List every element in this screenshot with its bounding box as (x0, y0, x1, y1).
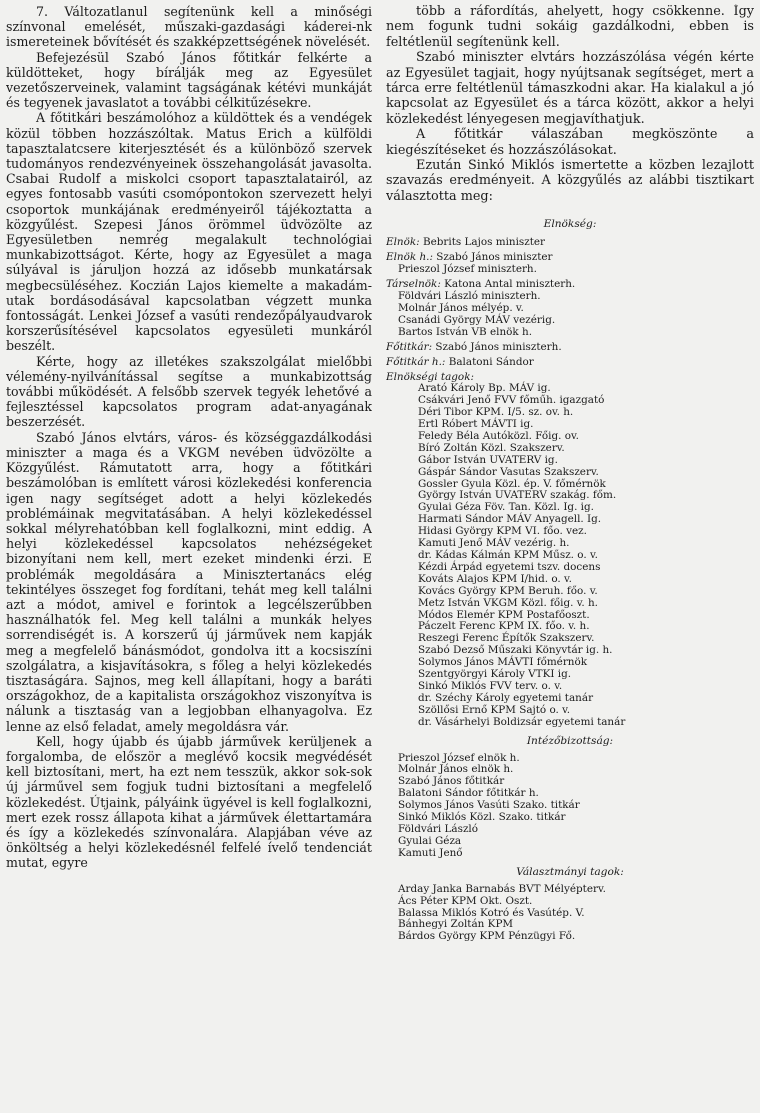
list-item: György István UVATERV szakág. főm. (418, 489, 617, 502)
list-item: Kézdi Árpád egyetemi tszv. docens (418, 560, 601, 573)
paragraph: Befejezésül Szabó János főtitkár felkérte a küldötteket, hogy bírálják meg az Egyesület vezetőszerveinek, valamint tagságának kétévi munkáját és tegyenek javaslatot a további célkitűzésekre. (6, 49, 372, 111)
list-item: Kamuti Jenő MÁV vezérig. h. (418, 537, 570, 550)
council-heading: Választmányi tagok: (516, 865, 624, 878)
paragraph: Szabó János elvtárs, város- és községgazdálkodási miniszter a maga és a VKGM nevében üdvözölte a Közgyűlést. Rámutatott arra, hogy a főtitkári beszámolóban is említett városi közlekedési konferencia igen nagy segítséget adott a helyi közlekedés problémáinak megvitatásában. A helyi közlekedéssel sokkal mélyrehatóbban kell foglalkozni, mint eddig. A helyi közlekedéssel kapcsolatos nehézségeket bizonyítani nem kell, mert ezeket mindenki érzi. E problémák megoldására a Minisztertanács elég tekintélyes összeget fog fordítani, tehát meg kell találni azt a módot, amivel e forintok a legcélszerűbben használhatók fel. Meg kell találni a munkák helyes sorrendiségét is. A korszerű új járművek nem kapják meg a megfelelő bánásmódot, gondolva itt a kocsiszíni szolgálatra, a kisjavításokra, s főleg a helyi közlekedés tisztaságára. Sajnos, meg kell állapítani, hogy a baráti országokhoz, de a kapitalista országokhoz viszonyítva is nálunk a tisztaság van a legjobban elhanyagolva. Ez lenne az első feladat, amely megoldásra vár. (6, 429, 372, 734)
paragraph: Szabó miniszter elvtárs hozzászólása végén kérte az Egyesület tagjait, hogy nyújtsanak segítséget, mert a tárca erre feltétlenül támaszkodni akar. Ha kialakul a jó kapcsolat az Egyesület és a tárca között, akkor a helyi közlekedést lényegesen megjavíthatjuk. (386, 50, 754, 127)
list-item: Gyulai Géza Föv. Tan. Közl. Ig. ig. (418, 501, 594, 514)
board-members-label: Elnökségi tagok: (386, 371, 474, 384)
list-item: Bárdos György KPM Pénzügyi Fő. (398, 930, 576, 943)
executive-committee-heading: Intézőbizottság: (526, 734, 614, 747)
left-column (6, 4, 372, 1113)
list-item: dr. Széchy Károly egyetemi tanár (418, 691, 594, 704)
role-secretary-general (386, 341, 754, 353)
list-item: Solymos János Vasúti Szako. titkár (398, 799, 580, 812)
list-item: Balassa Miklós Kotró és Vasútép. V. (398, 906, 585, 919)
list-item: Prieszol József elnök h. (398, 751, 520, 764)
list-item: Molnár János elnök h. (398, 763, 514, 776)
role-name: Szabó János miniszter (436, 251, 553, 264)
role-name: Bebrits Lajos miniszter (422, 236, 546, 249)
list-item: Balatoni Sándor főtitkár h. (398, 787, 539, 800)
list-item: Feledy Béla Autóközl. Főig. ov. (418, 429, 579, 442)
role-name: Bartos István VB elnök h. (398, 326, 532, 339)
list-item: Ács Péter KPM Okt. Oszt. (398, 894, 533, 907)
role-label: Főtitkár: (386, 341, 433, 354)
role-deputy-secretary (386, 356, 754, 368)
role-president (386, 236, 754, 248)
list-item: Gáspár Sándor Vasutas Szakszerv. (418, 465, 599, 478)
list-item: Gyulai Géza (398, 834, 462, 847)
list-item: Bíró Zoltán Közl. Szakszerv. (418, 441, 565, 454)
paragraph: A főtitkár válaszában megköszönte a kiegészítéseket és hozzászólásokat. (386, 127, 754, 158)
list-item: Solymos János MÁVTI főmérnök (418, 656, 588, 669)
list-item: Déri Tibor KPM. I/5. sz. ov. h. (418, 406, 574, 419)
list-item: Harmati Sándor MÁV Anyagell. Ig. (418, 513, 602, 526)
list-item: Bánhegyi Zoltán KPM (398, 918, 514, 931)
list-item: Szentgyörgyi Károly VTKI ig. (418, 668, 572, 681)
role-name: Földvári László miniszterh. (398, 290, 541, 303)
role-name: Katona Antal miniszterh. (444, 278, 576, 291)
board-members-list (386, 383, 754, 728)
role-label: Elnök: (386, 236, 420, 249)
right-column (386, 4, 754, 1113)
paragraph: Kérte, hogy az illetékes szakszolgálat mielőbbi vélemény-nyilvánítással segítse a munkabizottság további működését. A felsőbb szervek tegyék lehetővé a fejlesztéssel kapcsolatos program adat-anyagának beszerzését. (6, 353, 372, 430)
list-item: Kováts Alajos KPM I/hid. o. v. (418, 572, 572, 585)
list-item: Ertl Róbert MÁVTI ig. (418, 418, 534, 430)
list-item: Szöllősi Ernő KPM Sajtó o. v. (418, 703, 571, 716)
role-label: Társelnök: (386, 278, 441, 291)
officers-roster (386, 218, 754, 943)
list-item: Metz István VKGM Közl. főig. v. h. (418, 596, 598, 609)
list-item: Sinkó Miklós Közl. Szako. titkár (398, 811, 566, 824)
list-item: Reszegi Ferenc Építők Szakszerv. (418, 632, 595, 645)
role-name: Prieszol József miniszterh. (398, 263, 537, 276)
list-item: Gábor István UVATERV ig. (418, 453, 558, 466)
list-item: Kovács György KPM Beruh. főo. v. (418, 584, 598, 597)
role-name: Molnár János mélyép. v. (398, 302, 524, 315)
role-label: Főtitkár h.: (386, 356, 446, 369)
list-item: Csákvári Jenő FVV főműh. igazgató (418, 394, 605, 407)
list-item: dr. Kádas Kálmán KPM Műsz. o. v. (418, 548, 598, 561)
list-item: Sinkó Miklós FVV terv. o. v. (418, 679, 563, 692)
paragraph: A főtitkári beszámolóhoz a küldöttek és a vendégek közül többen hozzászóltak. Matus Erich a külföldi tapasztalatcsere kiterjesztését és a különböző szervek tudományos rendezvényeinek összehangolását javasolta. Csabai Rudolf a miskolci csoport tapasztalatairól, az egyes fontosabb vasúti csomópontokon szervezett helyi csoportok munkájának eredményeiről tájékoztatta a közgyűlést. Szepesi János örömmel üdvözölte az Egyesületben nemrég megalakult technológiai munkabizottságot. Kérte, hogy az Egyesület a maga súlyával is járuljon hozzá az idősebb munkatársak megbecsüléséhez. Koczián Lajos kiemelte a makadám-utak bordásodásával kapcsolatban végzett munka fontosságát. Lenkei József a vasúti rendezőpályaudvarok korszerűsítésével kapcsolatos egyesületi munkáról beszélt. (6, 110, 372, 354)
list-item: Páczelt Ferenc KPM IX. főo. v. h. (418, 620, 590, 633)
role-co-president (386, 278, 754, 338)
role-name: Szabó János miniszterh. (435, 341, 562, 354)
paragraph: 7. Változatlanul segítenünk kell a minőségi színvonal emelését, műszaki-gazdasági káderei-nk ismereteinek bővítését és szakképzettségének növelését. (6, 4, 372, 50)
list-item: Szabó Dezső Műszaki Könyvtár ig. h. (418, 644, 613, 657)
list-item: Hidasi György KPM VI. főo. vez. (418, 525, 587, 538)
role-name: Balatoni Sándor (448, 356, 534, 369)
list-item: Gossler Gyula Közl. ép. V. főmérnök (418, 477, 606, 490)
executive-committee-list (386, 753, 754, 860)
role-name: Csanádi György MÁV vezérig. (398, 314, 556, 327)
list-item: Arday Janka Barnabás BVT Mélyépterv. (398, 882, 606, 895)
list-item: Földvári László (398, 823, 479, 835)
paragraph: Kell, hogy újabb és újabb járművek kerüljenek a forgalomba, de először a meglévő kocsik megvédését kell biztosítani, mert, ha ezt nem tesszük, akkor sok-sok új járművel sem fogjuk tudni biztosítani a megfelelő közlekedést. Útjaink, pályáink ügyével is kell foglalkozni, mert ezek rossz állapota kihat a járművek élettartamára és így a közlekedés színvonalára. Alapjában véve az önköltség a helyi közlekedésnél felfelé ívelő tendenciát mutat, egyre (6, 733, 372, 871)
paragraph: több a ráfordítás, ahelyett, hogy csökkenne. Így nem fogunk tudni sokáig gazdálkodni, ebben is feltétlenül segítenünk kell. (386, 4, 754, 50)
presidium-heading: Elnökség: (543, 218, 597, 231)
list-item: dr. Vásárhelyi Boldizsár egyetemi tanár (418, 715, 626, 728)
list-item: Arató Károly Bp. MÁV ig. (418, 382, 551, 395)
role-label: Elnök h.: (386, 251, 433, 264)
list-item: Módos Elemér KPM Postafőoszt. (418, 608, 590, 621)
list-item: Szabó János főtitkár (398, 775, 505, 788)
paragraph: Ezután Sinkó Miklós ismertette a közben lezajlott szavazás eredményeit. A közgyűlés az alábbi tisztikart választotta meg: (386, 158, 754, 204)
list-item: Kamuti Jenő (398, 846, 463, 859)
role-vice-president (386, 251, 754, 275)
council-list (386, 884, 754, 944)
